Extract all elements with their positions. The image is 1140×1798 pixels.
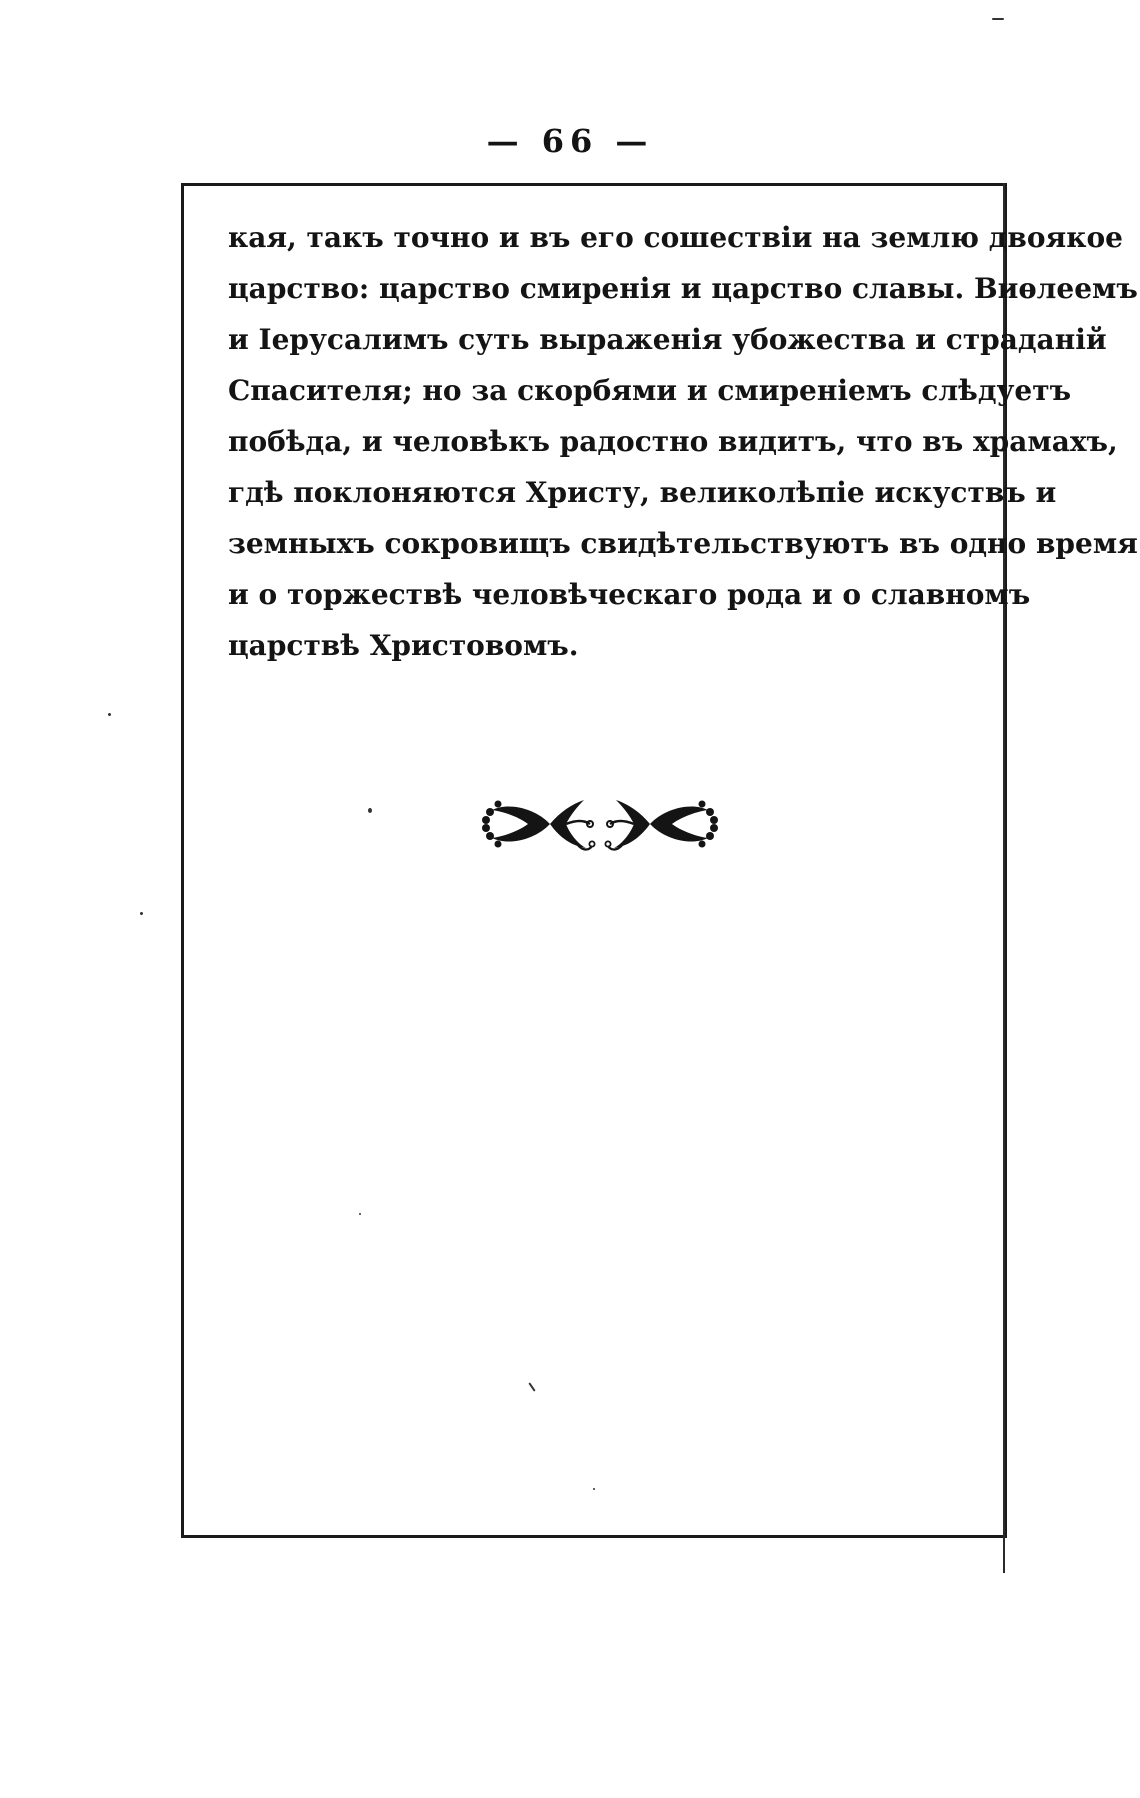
scan-speck bbox=[108, 713, 111, 716]
text-line: гдѣ поклоняются Христу, великолѣпіе искуствъ и bbox=[228, 476, 1057, 509]
scan-speck bbox=[368, 808, 372, 813]
scan-speck bbox=[359, 1213, 361, 1215]
text-line: кая, такъ точно и въ его сошествіи на землю двоякое bbox=[228, 221, 1123, 254]
text-line: царство: царство смиренія и царство славы. Виѳлеемъ bbox=[228, 272, 1138, 305]
text-line-last: царствѣ Христовомъ. bbox=[228, 629, 579, 662]
text-line: побѣда, и человѣкъ радостно видитъ, что въ храмахъ, bbox=[228, 425, 1118, 458]
page-number-header: — 66 — bbox=[486, 122, 654, 160]
scan-speck bbox=[140, 912, 143, 915]
text-line: земныхъ сокровищъ свидѣтельствуютъ въ одно время bbox=[228, 527, 1138, 560]
scan-speck bbox=[593, 1488, 595, 1490]
text-line: Спасителя; но за скорбями и смиреніемъ слѣдуетъ bbox=[228, 374, 1072, 407]
body-text bbox=[228, 212, 1138, 671]
text-line: и Іерусалимъ суть выраженія убожества и страданій bbox=[228, 323, 1107, 356]
scan-speck bbox=[992, 18, 1004, 20]
fleuron-ornament-icon bbox=[480, 790, 720, 860]
text-line: и о торжествѣ человѣческаго рода и о славномъ bbox=[228, 578, 1031, 611]
